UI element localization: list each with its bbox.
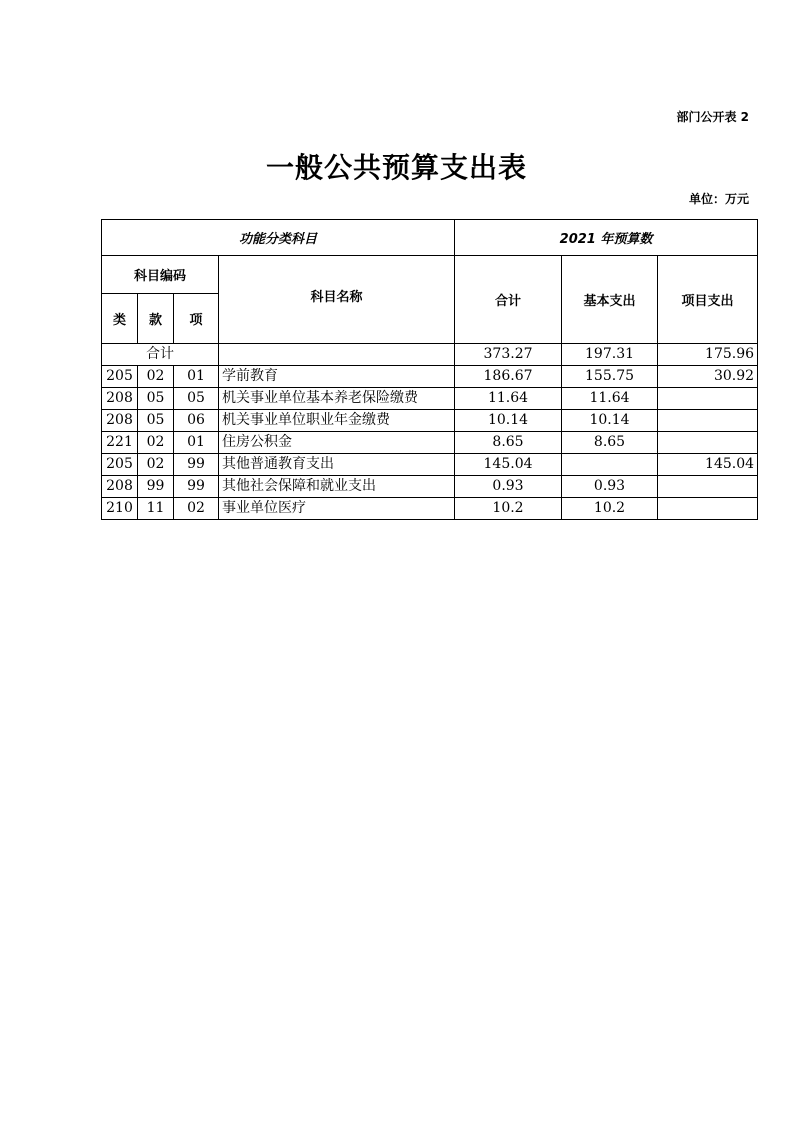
- cell-item: 02: [174, 498, 219, 520]
- cell-project: [658, 432, 758, 454]
- cell-name: 住房公积金: [219, 432, 455, 454]
- table-row-total: [102, 344, 758, 366]
- cell-project: [658, 476, 758, 498]
- total-project: 175.96: [658, 344, 758, 366]
- cell-item: 06: [174, 410, 219, 432]
- cell-basic: 10.14: [562, 410, 658, 432]
- cell-name: 其他普通教育支出: [219, 454, 455, 476]
- cell-basic: 0.93: [562, 476, 658, 498]
- cell-total: 0.93: [455, 476, 562, 498]
- total-amount: 373.27: [455, 344, 562, 366]
- cell-project: [658, 410, 758, 432]
- cell-item: 05: [174, 388, 219, 410]
- cell-project: 145.04: [658, 454, 758, 476]
- table-body: [102, 366, 758, 520]
- table-row: [102, 476, 758, 498]
- table-row: [102, 432, 758, 454]
- table-row: [102, 410, 758, 432]
- cell-total: 10.14: [455, 410, 562, 432]
- header-item: 项: [174, 294, 219, 344]
- cell-basic: 11.64: [562, 388, 658, 410]
- cell-class: 208: [102, 388, 138, 410]
- cell-basic: 155.75: [562, 366, 658, 388]
- cell-project: [658, 498, 758, 520]
- cell-section: 99: [138, 476, 174, 498]
- table-row: [102, 498, 758, 520]
- total-basic: 197.31: [562, 344, 658, 366]
- header-class: 类: [102, 294, 138, 344]
- header-basic-expense: 基本支出: [562, 256, 658, 344]
- header-budget-year: 2021 年预算数: [455, 220, 758, 256]
- cell-section: 05: [138, 388, 174, 410]
- cell-section: 02: [138, 366, 174, 388]
- cell-project: 30.92: [658, 366, 758, 388]
- unit-label: 单位：万元: [688, 192, 749, 206]
- cell-class: 205: [102, 366, 138, 388]
- cell-section: 05: [138, 410, 174, 432]
- cell-name: 机关事业单位职业年金缴费: [219, 410, 455, 432]
- cell-name: 学前教育: [219, 366, 455, 388]
- cell-item: 99: [174, 476, 219, 498]
- cell-class: 221: [102, 432, 138, 454]
- header-section: 款: [138, 294, 174, 344]
- cell-total: 145.04: [455, 454, 562, 476]
- form-label: 部门公开表 2: [676, 110, 749, 124]
- budget-table: [101, 219, 758, 520]
- table-row: [102, 454, 758, 476]
- cell-item: 01: [174, 366, 219, 388]
- cell-section: 02: [138, 432, 174, 454]
- total-label: 合计: [102, 344, 219, 366]
- table-row: [102, 366, 758, 388]
- table-row: [102, 388, 758, 410]
- cell-section: 02: [138, 454, 174, 476]
- cell-item: 01: [174, 432, 219, 454]
- cell-project: [658, 388, 758, 410]
- cell-name: 其他社会保障和就业支出: [219, 476, 455, 498]
- cell-item: 99: [174, 454, 219, 476]
- header-project-expense: 项目支出: [658, 256, 758, 344]
- header-total: 合计: [455, 256, 562, 344]
- cell-total: 186.67: [455, 366, 562, 388]
- cell-name: 事业单位医疗: [219, 498, 455, 520]
- header-subject-code: 科目编码: [102, 256, 219, 294]
- cell-class: 208: [102, 476, 138, 498]
- cell-total: 8.65: [455, 432, 562, 454]
- cell-class: 205: [102, 454, 138, 476]
- cell-name: 机关事业单位基本养老保险缴费: [219, 388, 455, 410]
- cell-basic: [562, 454, 658, 476]
- page-title: 一般公共预算支出表: [265, 151, 527, 184]
- cell-section: 11: [138, 498, 174, 520]
- cell-basic: 10.2: [562, 498, 658, 520]
- total-name-empty: [219, 344, 455, 366]
- header-subject-name: 科目名称: [219, 256, 455, 344]
- cell-total: 10.2: [455, 498, 562, 520]
- cell-total: 11.64: [455, 388, 562, 410]
- header-functional-category: 功能分类科目: [102, 220, 455, 256]
- cell-class: 210: [102, 498, 138, 520]
- cell-class: 208: [102, 410, 138, 432]
- cell-basic: 8.65: [562, 432, 658, 454]
